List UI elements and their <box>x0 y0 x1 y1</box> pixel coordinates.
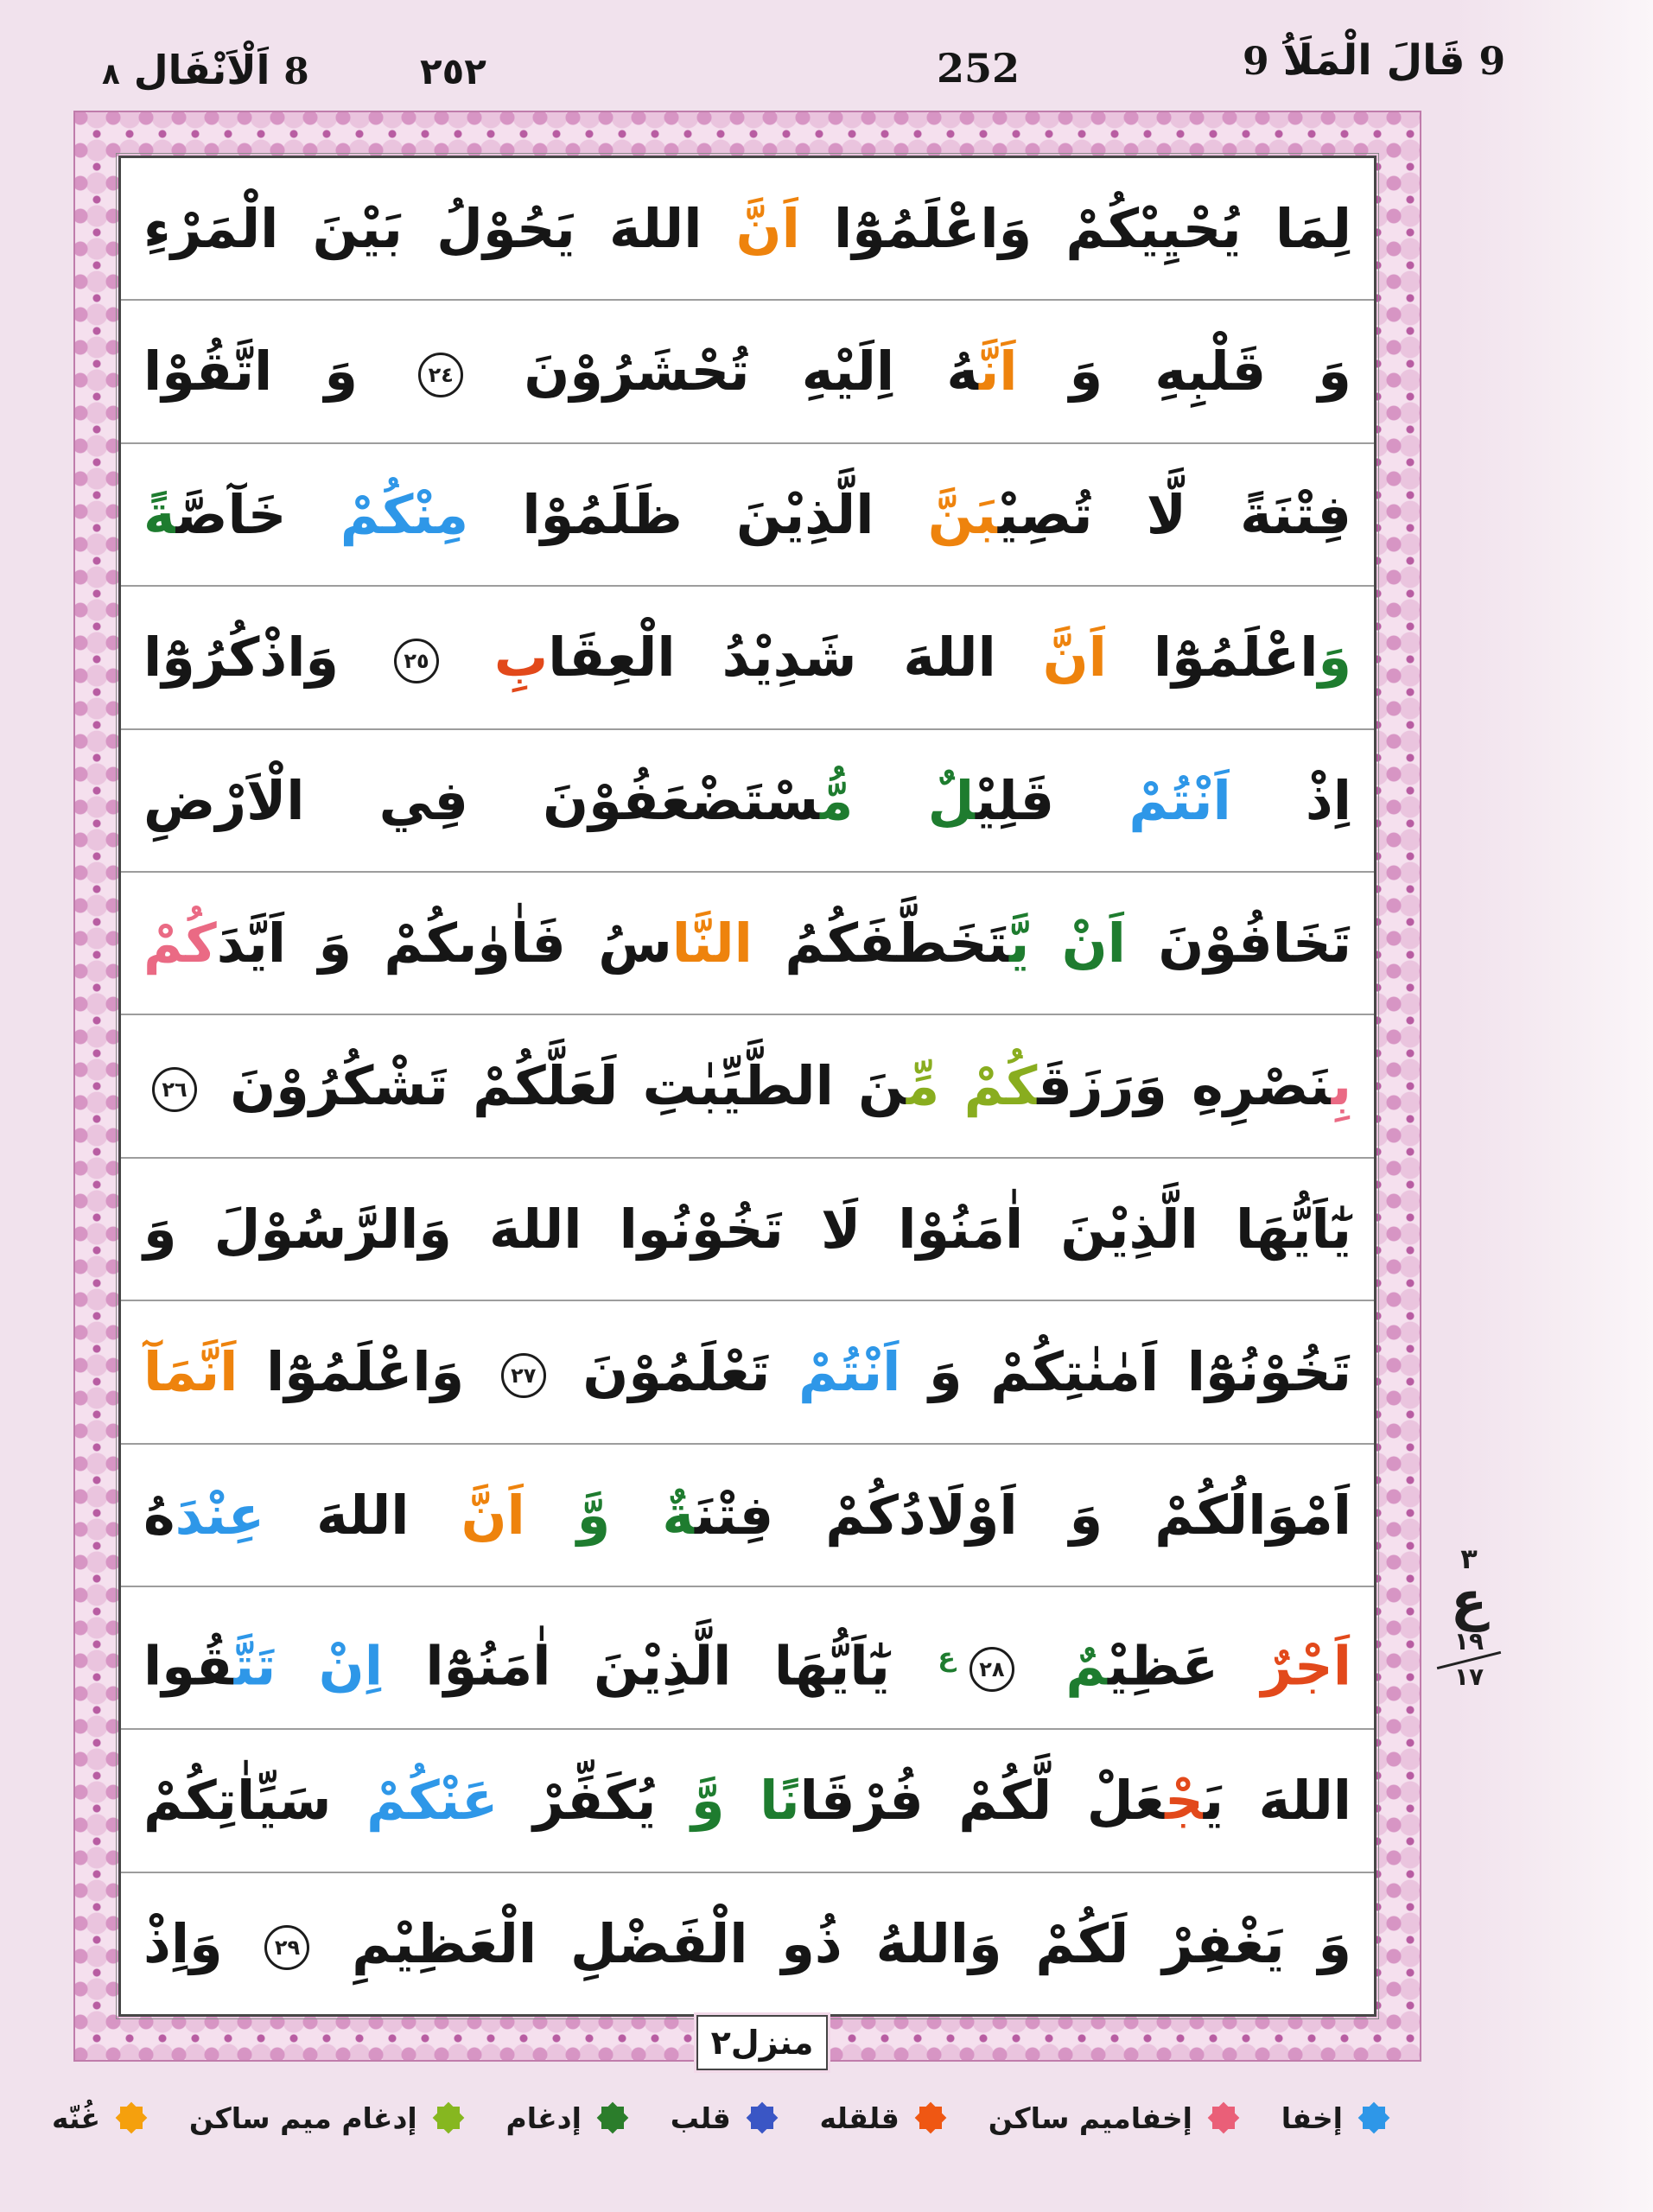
quran-text-panel <box>118 156 1376 2017</box>
tajweed-text-segment <box>525 1484 577 1547</box>
tajweed-text-segment: تَخَطَّفَكُمُ <box>752 911 1010 975</box>
tajweed-text-segment: اعْلَمُوْٓا <box>1106 626 1319 690</box>
ruku-marker <box>1427 1542 1510 1691</box>
tajweed-text-segment: اللهَ <box>264 1483 461 1547</box>
tajweed-text-segment: سْتَضْعَفُوْنَ فِي الْاَرْضِ <box>143 768 821 832</box>
ornamental-border-frame <box>73 111 1421 2062</box>
tajweed-text-segment <box>1023 1635 1065 1698</box>
juz-number-right: 9 <box>1478 40 1506 84</box>
tajweed-text-segment: بَنَّ <box>927 482 998 546</box>
ayah-number-marker: ٢٨ <box>970 1647 1014 1692</box>
legend-label: إخفا <box>1281 2101 1343 2135</box>
legend-label: إخفاميم ساكن <box>988 2101 1192 2135</box>
tajweed-text-segment: اللهَ يَ <box>1203 1769 1352 1833</box>
tajweed-text-segment: قُوا <box>143 1634 234 1698</box>
ruku-number-above: ٣ <box>1460 1542 1478 1575</box>
legend-label: قلب <box>670 2101 731 2135</box>
tajweed-text-segment: يٰٓاَيُّهَا الَّذِيْنَ اٰمَنُوْٓا <box>382 1634 933 1698</box>
tajweed-text-segment: نَصْرِهِ وَرَزَقَ <box>1037 1054 1332 1118</box>
page-header <box>0 24 1653 102</box>
tajweed-text-segment: اَنَّ <box>461 1483 525 1547</box>
tajweed-text-segment: يٰٓاَيُّهَا الَّذِيْنَ اٰمَنُوْا لَا تَخُوْنُوا اللهَ وَالرَّسُوْلَ وَ <box>143 1197 1351 1261</box>
juz-title-block <box>1243 36 1505 85</box>
tajweed-text-segment: اللهَ شَدِيْدُ الْعِقَا <box>548 626 1043 690</box>
tajweed-text-segment: الَّذِيْنَ ظَلَمُوْا <box>468 482 928 546</box>
tajweed-star-icon <box>912 2099 950 2137</box>
legend-item-idgham-meem-sakin <box>189 2099 467 2137</box>
tajweed-text-segment: مِنْكُمْ <box>340 482 469 546</box>
tajweed-text-segment: لٌ مُّ <box>820 768 976 832</box>
tajweed-text-segment: تَخَافُوْنَ <box>1125 911 1351 975</box>
tajweed-text-segment: تَعْلَمُوْنَ <box>554 1340 798 1404</box>
tajweed-text-segment: جْ <box>1165 1769 1204 1833</box>
surah-number-arabic: ٨ <box>102 57 120 92</box>
tajweed-star-icon <box>1355 2099 1393 2137</box>
tajweed-text-segment: اَنْتُمْ <box>1128 768 1231 832</box>
legend-label: إدغام ميم ساكن <box>188 2101 417 2135</box>
tajweed-text-segment: اَنْ يَّ <box>1009 911 1126 975</box>
tajweed-text-segment: وَ قَلْبِهِ وَ <box>1017 340 1351 404</box>
tajweed-star-icon <box>743 2099 781 2137</box>
tajweed-text-segment: نَ الطَّيِّبٰتِ لَعَلَّكُمْ تَشْكُرُوْنَ <box>206 1054 906 1118</box>
manzil-label-box <box>696 2015 828 2070</box>
tajweed-text-segment: وَ اتَّقُوْا <box>143 340 410 404</box>
tajweed-text-segment: عَلْ لَّكُمْ فُرْقَا <box>799 1769 1166 1833</box>
tajweed-text-segment: هُ <box>143 1483 175 1547</box>
tajweed-star-icon <box>429 2099 467 2137</box>
tajweed-text-segment: اَنَّمَآ <box>143 1340 238 1404</box>
tajweed-text-segment: النَّا <box>671 911 753 975</box>
tajweed-text-segment: تَخُوْنُوْٓا اَمٰنٰتِكُمْ وَ <box>900 1340 1352 1404</box>
legend-label: قلقله <box>819 2101 900 2135</box>
tajweed-text-segment: بِ <box>493 626 549 690</box>
tajweed-text-segment: بِ <box>1331 1054 1351 1118</box>
ayah-number-marker: ٢٧ <box>501 1353 546 1398</box>
tajweed-text-segment: اِذْ <box>1230 768 1352 832</box>
tajweed-text-segment: وَاذْكُرُوْٓا <box>143 626 385 690</box>
legend-item-ghunna <box>52 2099 150 2137</box>
tajweed-text-segment: وَاِذْ <box>143 1911 257 1975</box>
tajweed-text-segment: اِنْ تَتَّ <box>233 1634 383 1698</box>
tajweed-text-segment: اَنَّ <box>1042 626 1107 690</box>
quran-text-line <box>121 444 1374 587</box>
tajweed-text-segment: قَلِيْ <box>975 768 1129 832</box>
tajweed-text-segment: هُ اِلَيْهِ تُحْشَرُوْنَ <box>472 340 979 404</box>
tajweed-star-icon <box>594 2099 632 2137</box>
inline-ruku-ain-icon: ع <box>938 1642 956 1673</box>
tajweed-text-segment: خَآصَّ <box>175 482 340 546</box>
quran-text-line <box>121 587 1374 729</box>
quran-text-line <box>121 730 1374 873</box>
quran-text-line <box>121 1015 1374 1158</box>
tajweed-text-segment: يُكَفِّرْ <box>498 1769 692 1833</box>
tajweed-text-segment: ةً <box>143 482 176 546</box>
tajweed-text-segment: اَنْتُمْ <box>798 1340 901 1404</box>
quran-text-line <box>121 158 1374 301</box>
tajweed-text-segment: سُ فَاٰوٰىكُمْ وَ اَيَّدَ <box>216 911 672 975</box>
surah-name: اَلْاَنْفَال <box>133 47 270 93</box>
tajweed-text-segment: اَجْرٌ <box>1261 1634 1351 1698</box>
quran-text-line <box>121 1445 1374 1587</box>
page-number: 252 <box>937 45 1020 92</box>
quran-text-line <box>121 1730 1374 1872</box>
quran-text-line <box>121 1159 1374 1301</box>
ayah-number-marker: ٢٤ <box>418 353 463 397</box>
tajweed-text-segment: وَ يَغْفِرْ لَكُمْ وَاللهُ ذُو الْفَضْلِ الْعَظِيْمِ <box>318 1911 1352 1975</box>
quran-text-line <box>121 1301 1374 1444</box>
legend-item-qalqala <box>820 2099 950 2137</box>
tajweed-text-segment: وَاعْلَمُوْٓا <box>238 1340 493 1404</box>
tajweed-star-icon <box>112 2099 150 2137</box>
ruku-ain-letter: ع <box>1450 1569 1488 1632</box>
juz-title: قَالَ الْمَلَاُ <box>1282 36 1465 85</box>
legend-item-ikhfa-meem-sakin <box>989 2099 1243 2137</box>
legend-item-qalb <box>671 2099 781 2137</box>
legend-label: غُنّه <box>52 2101 101 2135</box>
tajweed-text-segment: ةٌ وَّ <box>576 1483 695 1547</box>
legend-item-ikhfa <box>1281 2099 1393 2137</box>
tajweed-star-icon <box>1205 2099 1243 2137</box>
tajweed-text-segment: مٌ <box>1065 1634 1108 1698</box>
legend-label: إدغام <box>505 2101 582 2135</box>
tajweed-legend <box>52 2079 1393 2157</box>
quran-text-line <box>121 301 1374 443</box>
tajweed-text-segment: اَمْوَالُكُمْ وَ اَوْلَادُكُمْ فِتْنَ <box>694 1483 1351 1547</box>
surah-title-block <box>102 47 309 93</box>
tajweed-text-segment: اَنَّ <box>978 340 1018 404</box>
tajweed-text-segment: لِمَا يُحْيِيْكُمْ وَاعْلَمُوْٓا <box>799 197 1352 260</box>
tajweed-text-segment: كُمْ <box>143 911 217 975</box>
ayah-number-marker: ٢٥ <box>394 639 439 683</box>
tajweed-text-segment: اَنَّ <box>735 197 800 260</box>
ruku-number-inner: ١٩ <box>1453 1627 1485 1656</box>
tajweed-text-segment: عَظِيْ <box>1107 1634 1262 1698</box>
surah-number: 8 <box>283 50 309 92</box>
quran-text-line <box>121 1587 1374 1730</box>
ruku-number-below: ١٧ <box>1453 1662 1485 1691</box>
tajweed-text-segment: اللهَ يَحُوْلُ بَيْنَ الْمَرْءِ <box>143 197 736 260</box>
legend-item-idgham <box>506 2099 632 2137</box>
tajweed-text-segment <box>448 626 494 689</box>
ayah-number-marker: ٢٦ <box>152 1067 197 1112</box>
tajweed-text-segment: سَيِّاٰتِكُمْ <box>143 1769 367 1833</box>
tajweed-text-segment: كُمْ مِّ <box>906 1054 1038 1118</box>
tajweed-text-segment: عَنْكُمْ <box>366 1769 499 1833</box>
quran-text-line <box>121 1873 1374 2014</box>
tajweed-text-segment: عِنْدَ <box>175 1483 265 1547</box>
tajweed-text-segment: نًا وَّ <box>691 1769 800 1833</box>
tajweed-text-segment: وَ <box>1318 626 1351 690</box>
quran-text-line <box>121 873 1374 1015</box>
manzil-label: منزل٢ <box>710 2024 814 2062</box>
juz-number-left: 9 <box>1243 40 1269 84</box>
ayah-number-marker: ٢٩ <box>264 1925 309 1970</box>
tajweed-text-segment: فِتْنَةً لَّا تُصِيْ <box>997 482 1351 546</box>
page-number-arabic: ٢٥٢ <box>420 50 486 92</box>
